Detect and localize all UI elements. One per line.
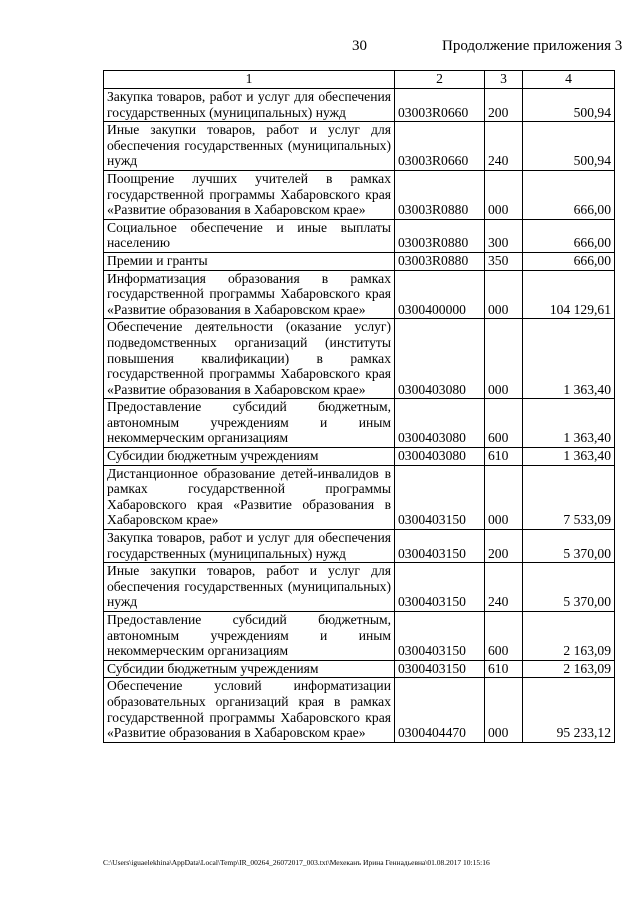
footer-file-path: C:\Users\iguaelekhina\AppData\Local\Temp\IR_00264_26072017_003.txt\Мехеканъ Ирина Геннадьевна\01.08.2017 10:15:16 [103, 858, 490, 867]
row-name: Поощрение лучших учителей в рамках государственной программы Хабаровского края «Развитие образования в Хабаровском крае» [104, 170, 395, 219]
row-code: 0300403150 [395, 465, 485, 529]
table-row [104, 89, 615, 122]
table-row [104, 252, 615, 270]
row-vr: 000 [485, 319, 523, 399]
row-code: 0300403150 [395, 612, 485, 661]
table-row [104, 530, 615, 563]
row-name: Предоставление субсидий бюджетным, автономным учреждениям и иным некоммерческим организациям [104, 399, 395, 448]
row-vr: 000 [485, 678, 523, 742]
row-vr: 600 [485, 612, 523, 661]
row-sum: 104 129,61 [523, 270, 615, 319]
row-name: Дистанционное образование детей-инвалидов в рамках государственной программы Хабаровского края «Развитие образования в Хабаровском крае» [104, 465, 395, 529]
row-sum: 95 233,12 [523, 678, 615, 742]
table-row [104, 465, 615, 529]
table-row [104, 612, 615, 661]
row-sum: 5 370,00 [523, 530, 615, 563]
budget-table [103, 70, 615, 743]
table-row [104, 563, 615, 612]
row-vr: 000 [485, 270, 523, 319]
row-sum: 2 163,09 [523, 612, 615, 661]
table-row [104, 170, 615, 219]
row-name: Закупка товаров, работ и услуг для обеспечения государственных (муниципальных) нужд [104, 530, 395, 563]
continuation-label: Продолжение приложения 3 [442, 38, 623, 54]
row-sum: 1 363,40 [523, 319, 615, 399]
row-code: 0300403150 [395, 530, 485, 563]
row-code: 03003R0880 [395, 219, 485, 252]
row-name: Субсидии бюджетным учреждениям [104, 660, 395, 678]
row-sum: 666,00 [523, 252, 615, 270]
row-code: 03003R0880 [395, 170, 485, 219]
table-row [104, 448, 615, 466]
row-name: Закупка товаров, работ и услуг для обеспечения государственных (муниципальных) нужд [104, 89, 395, 122]
row-code: 0300403080 [395, 399, 485, 448]
page-number: 30 [352, 38, 367, 54]
row-name: Субсидии бюджетным учреждениям [104, 448, 395, 466]
row-sum: 666,00 [523, 219, 615, 252]
column-header: 1 [104, 71, 395, 89]
table-row [104, 270, 615, 319]
table-row [104, 678, 615, 742]
row-name: Обеспечение условий информатизации образовательных организаций края в рамках государственной программы Хабаровского края «Развитие образования в Хабаровском крае» [104, 678, 395, 742]
row-sum: 500,94 [523, 89, 615, 122]
row-sum: 666,00 [523, 170, 615, 219]
row-code: 03003R0660 [395, 122, 485, 171]
row-code: 0300400000 [395, 270, 485, 319]
row-vr: 200 [485, 89, 523, 122]
column-header: 3 [485, 71, 523, 89]
row-vr: 200 [485, 530, 523, 563]
row-vr: 240 [485, 563, 523, 612]
row-code: 03003R0660 [395, 89, 485, 122]
row-vr: 600 [485, 399, 523, 448]
row-vr: 300 [485, 219, 523, 252]
row-code: 0300403150 [395, 563, 485, 612]
table-row [104, 122, 615, 171]
row-code: 0300403080 [395, 319, 485, 399]
row-sum: 2 163,09 [523, 660, 615, 678]
table-row [104, 660, 615, 678]
row-sum: 7 533,09 [523, 465, 615, 529]
table-header-row [104, 71, 615, 89]
table-row [104, 319, 615, 399]
row-vr: 240 [485, 122, 523, 171]
row-code: 0300403080 [395, 448, 485, 466]
row-name: Социальное обеспечение и иные выплаты населению [104, 219, 395, 252]
row-code: 0300403150 [395, 660, 485, 678]
row-sum: 500,94 [523, 122, 615, 171]
row-name: Информатизация образования в рамках государственной программы Хабаровского края «Развитие образования в Хабаровском крае» [104, 270, 395, 319]
row-sum: 1 363,40 [523, 399, 615, 448]
row-name: Предоставление субсидий бюджетным, автономным учреждениям и иным некоммерческим организациям [104, 612, 395, 661]
row-vr: 610 [485, 448, 523, 466]
row-name: Обеспечение деятельности (оказание услуг) подведомственных организаций (институты повышения квалификации) в рамках государственной программы Хабаровского края «Развитие образования в Хабаровском крае» [104, 319, 395, 399]
row-name: Иные закупки товаров, работ и услуг для обеспечения государственных (муниципальных) нужд [104, 122, 395, 171]
row-vr: 000 [485, 170, 523, 219]
column-header: 4 [523, 71, 615, 89]
row-vr: 000 [485, 465, 523, 529]
row-sum: 1 363,40 [523, 448, 615, 466]
row-code: 03003R0880 [395, 252, 485, 270]
row-name: Иные закупки товаров, работ и услуг для обеспечения государственных (муниципальных) нужд [104, 563, 395, 612]
row-code: 0300404470 [395, 678, 485, 742]
column-header: 2 [395, 71, 485, 89]
row-sum: 5 370,00 [523, 563, 615, 612]
table-row [104, 219, 615, 252]
row-vr: 610 [485, 660, 523, 678]
row-name: Премии и гранты [104, 252, 395, 270]
row-vr: 350 [485, 252, 523, 270]
table-row [104, 399, 615, 448]
